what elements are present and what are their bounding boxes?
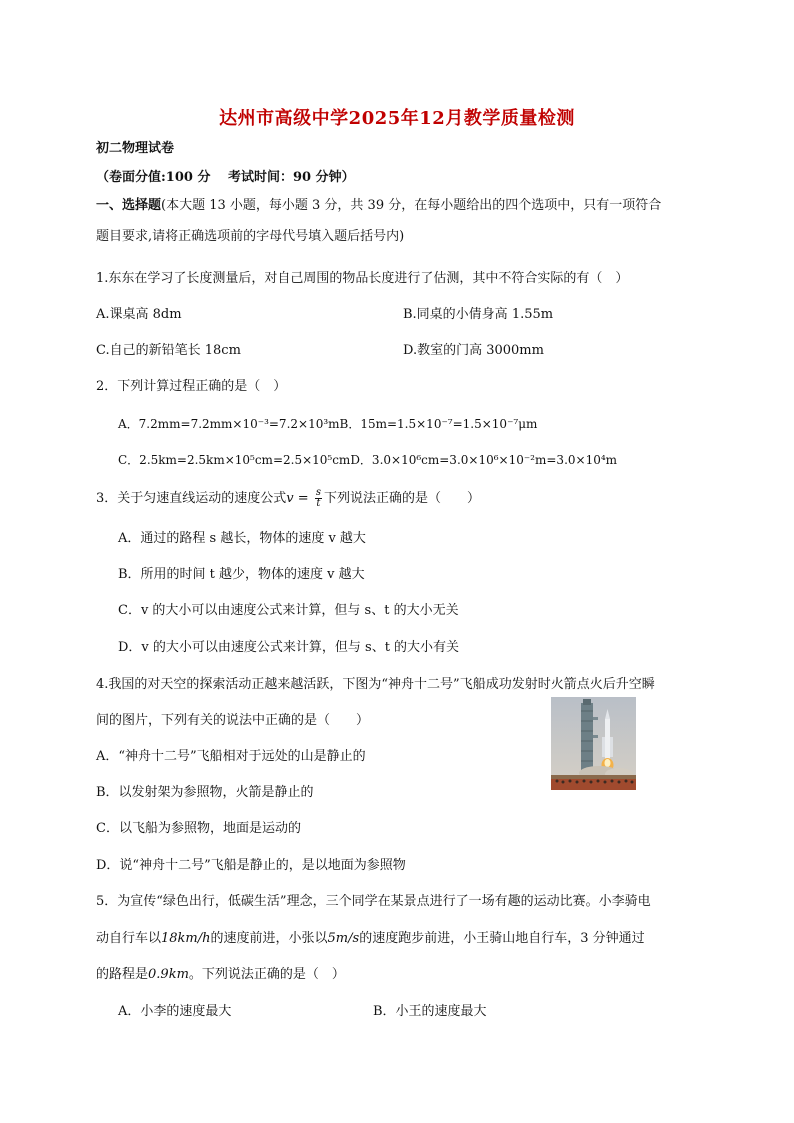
- q5-stem-2a: 动自行车以: [96, 931, 162, 946]
- q1-option-c: C.自己的新铅笔长 18cm: [96, 343, 241, 358]
- q2-stem: 2．下列计算过程正确的是（ ）: [96, 379, 287, 394]
- q5-stem-2c: 的速度跑步前进，小王骑山地自行车，3 分钟通过: [359, 931, 645, 946]
- subject-label: 初二物理试卷: [96, 141, 175, 156]
- q5-speed-1: 18km/h: [161, 931, 211, 946]
- section-desc-2: 题目要求,请将正确选项前的字母代号填入题后括号内): [96, 229, 405, 244]
- q1-option-d: D.教室的门高 3000mm: [403, 343, 544, 358]
- q5-option-a: A．小李的速度最大: [118, 1004, 232, 1019]
- formula-denominator: t: [316, 498, 321, 509]
- section-intro-line1: [96, 195, 661, 217]
- q5-distance: 0.9km: [148, 967, 189, 982]
- formula-v: v: [286, 491, 294, 506]
- q5-option-b: B．小王的速度最大: [373, 1004, 487, 1019]
- q3-stem-prefix: 3．关于匀速直线运动的速度公式: [96, 491, 287, 506]
- q1-stem: 1.东东在学习了长度测量后，对自己周围的物品长度进行了估测，其中不符合实际的有（ ）: [96, 271, 629, 286]
- formula-eq: =: [293, 491, 313, 506]
- formula-numerator: s: [315, 487, 321, 498]
- q1-option-a: A.课桌高 8dm: [96, 307, 182, 322]
- q3-option-d: D．v 的大小可以由速度公式来计算，但与 s、t 的大小有关: [118, 640, 460, 655]
- q5-stem-1: 5．为宣传“绿色出行，低碳生活”理念，三个同学在某景点进行了一场有趣的运动比赛。小李骑电: [96, 894, 651, 909]
- q3-option-c: C．v 的大小可以由速度公式来计算，但与 s、t 的大小无关: [118, 603, 459, 618]
- q3-stem-suffix: 下列说法正确的是（ ）: [323, 491, 480, 506]
- q5-stem-3b: 。下列说法正确的是（ ）: [188, 967, 345, 982]
- exam-meta: （卷面分值:100 分 考试时间：90 分钟）: [96, 170, 355, 185]
- q4-option-d: D．说“神舟十二号”飞船是静止的，是以地面为参照物: [96, 858, 406, 873]
- q2-options-cd: C．2.5km=2.5km×10⁵cm=2.5×10⁵cmD．3.0×10⁶cm=3.0×10⁶×10⁻²m=3.0×10⁴m: [118, 453, 618, 467]
- q5-stem-2: [96, 928, 645, 950]
- section-heading: 一、选择题: [96, 198, 162, 213]
- q2-options-ab: A．7.2mm=7.2mm×10⁻³=7.2×10³mB．15m=1.5×10⁻⁷=1.5×10⁻⁷μm: [118, 417, 538, 431]
- q4-option-b: B．以发射架为参照物，火箭是静止的: [96, 785, 314, 800]
- q4-option-c: C．以飞船为参照物，地面是运动的: [96, 821, 301, 836]
- q1-option-b: B.同桌的小倩身高 1.55m: [403, 307, 554, 322]
- formula-fraction: [315, 488, 322, 509]
- q3-option-a: A．通过的路程 s 越长，物体的速度 v 越大: [118, 531, 366, 546]
- q3-stem: [96, 484, 480, 514]
- rocket-launch-photo: [551, 697, 636, 790]
- exam-title: 达州市高级中学2025年12月教学质量检测: [219, 108, 575, 129]
- q4-option-a: A．“神舟十二号”飞船相对于远处的山是静止的: [96, 749, 366, 764]
- q4-stem-1: 4.我国的对天空的探索活动正越来越活跃，下图为“神舟十二号”飞船成功发射时火箭点火后升空瞬: [96, 677, 655, 692]
- q5-speed-2: 5m/s: [327, 931, 360, 946]
- q4-stem-2: 间的图片，下列有关的说法中正确的是（ ）: [96, 713, 370, 728]
- section-desc-1: (本大题 13 小题，每小题 3 分，共 39 分，在每小题给出的四个选项中，只有一项符合: [161, 198, 662, 213]
- rocket-launch-illustration: [551, 697, 636, 790]
- q5-stem-2b: 的速度前进，小张以: [210, 931, 328, 946]
- q3-option-b: B．所用的时间 t 越少，物体的速度 v 越大: [118, 567, 365, 582]
- q5-stem-3a: 的路程是: [96, 967, 149, 982]
- q5-stem-3: [96, 964, 345, 986]
